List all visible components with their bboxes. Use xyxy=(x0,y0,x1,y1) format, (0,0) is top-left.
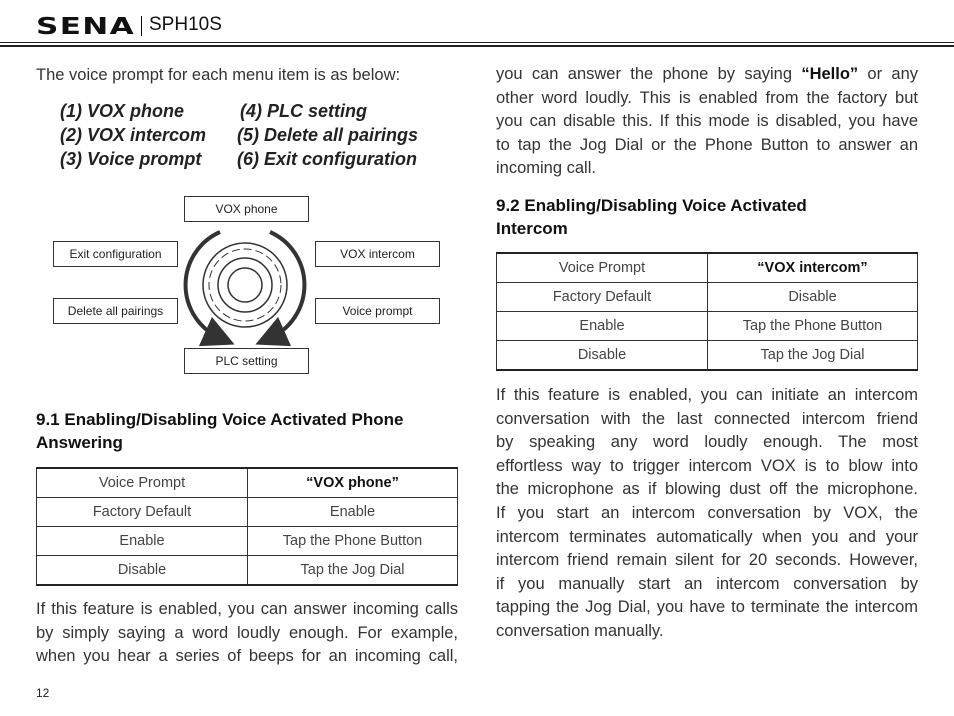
section-9-2-paragraph: If this feature is enabled, you can initiate an intercom conversation with the last connected intercom friend by speaking any word loudly enough. The most effortless way to trigger intercom VOX is to blow into the microphone as if blowing dust off the microphone. If you start an intercom conversation by VOX, the intercom terminates automatically when you and your intercom friend remain silent for 20 seconds. However, if you manually start an intercom conversation by tapping the Jog Dial, you have to terminate the intercom conversation manually. xyxy=(496,386,918,640)
diagram-exit-configuration: Exit configuration xyxy=(53,241,178,267)
table-cell: Enable xyxy=(37,527,248,556)
menu-item-1: (1) VOX phone xyxy=(60,101,185,121)
table-cell: Disable xyxy=(37,556,248,586)
table-cell: Voice Prompt xyxy=(37,468,248,498)
table-row xyxy=(497,283,918,312)
model-name: SPH10S xyxy=(149,14,222,35)
header-separator xyxy=(141,16,142,36)
table-cell: Enable xyxy=(497,312,708,341)
table-cell: Factory Default xyxy=(497,283,708,312)
menu-item-4: (4) PLC setting xyxy=(240,101,368,121)
header-rule-thick xyxy=(0,45,954,47)
menu-item-5: (5) Delete all pairings xyxy=(237,125,419,145)
page-number: 12 xyxy=(36,686,50,700)
table-row xyxy=(497,341,918,371)
table-cell: Disable xyxy=(497,341,708,371)
diagram-vox-intercom: VOX intercom xyxy=(315,241,440,267)
section-heading-9-2: 9.2 Enabling/Disabling Voice Activated Intercom xyxy=(496,196,807,238)
jog-dial-icon xyxy=(180,220,310,350)
table-cell: Enable xyxy=(248,498,458,527)
table-cell: “VOX phone” xyxy=(248,468,458,498)
intro-text: The voice prompt for each menu item is as below: xyxy=(36,66,401,84)
diagram-voice-prompt: Voice prompt xyxy=(315,298,440,324)
section-heading-9-1: 9.1 Enabling/Disabling Voice Activated Phone Answering xyxy=(36,410,404,452)
header-rule xyxy=(0,42,954,43)
page-header xyxy=(0,0,954,48)
table-cell: “VOX intercom” xyxy=(708,253,918,283)
right-continuation-paragraph: you can answer the phone by saying “Hello” or any other word loudly. This is enabled from the factory but you can disable this. If this mode is disabled, you have to tap the Jog Dial or the Phone Button to answer an incoming call. xyxy=(496,65,918,178)
table-row xyxy=(37,498,458,527)
table-row xyxy=(37,468,458,498)
table-cell: Factory Default xyxy=(37,498,248,527)
table-cell: Tap the Phone Button xyxy=(248,527,458,556)
table-cell: Tap the Jog Dial xyxy=(248,556,458,586)
table-row xyxy=(37,556,458,586)
table-row xyxy=(497,312,918,341)
vox-phone-table xyxy=(36,467,458,586)
section-9-1-paragraph: If this feature is enabled, you can answer incoming calls by simply saying a word loudly enough. For example, when you hear a series of beeps for an incoming call, xyxy=(36,600,458,666)
table-cell: Disable xyxy=(708,283,918,312)
table-row xyxy=(37,527,458,556)
table-row xyxy=(497,253,918,283)
diagram-vox-phone: VOX phone xyxy=(184,196,309,222)
menu-item-3: (3) Voice prompt xyxy=(60,149,202,169)
table-cell: Tap the Phone Button xyxy=(708,312,918,341)
menu-item-6: (6) Exit configuration xyxy=(237,149,417,169)
vox-intercom-table xyxy=(496,252,918,371)
table-cell: Voice Prompt xyxy=(497,253,708,283)
diagram-plc-setting: PLC setting xyxy=(184,348,309,374)
diagram-delete-all-pairings: Delete all pairings xyxy=(53,298,178,324)
brand-logo: SENA xyxy=(36,14,135,40)
menu-item-2: (2) VOX intercom xyxy=(60,125,207,145)
table-cell: Tap the Jog Dial xyxy=(708,341,918,371)
